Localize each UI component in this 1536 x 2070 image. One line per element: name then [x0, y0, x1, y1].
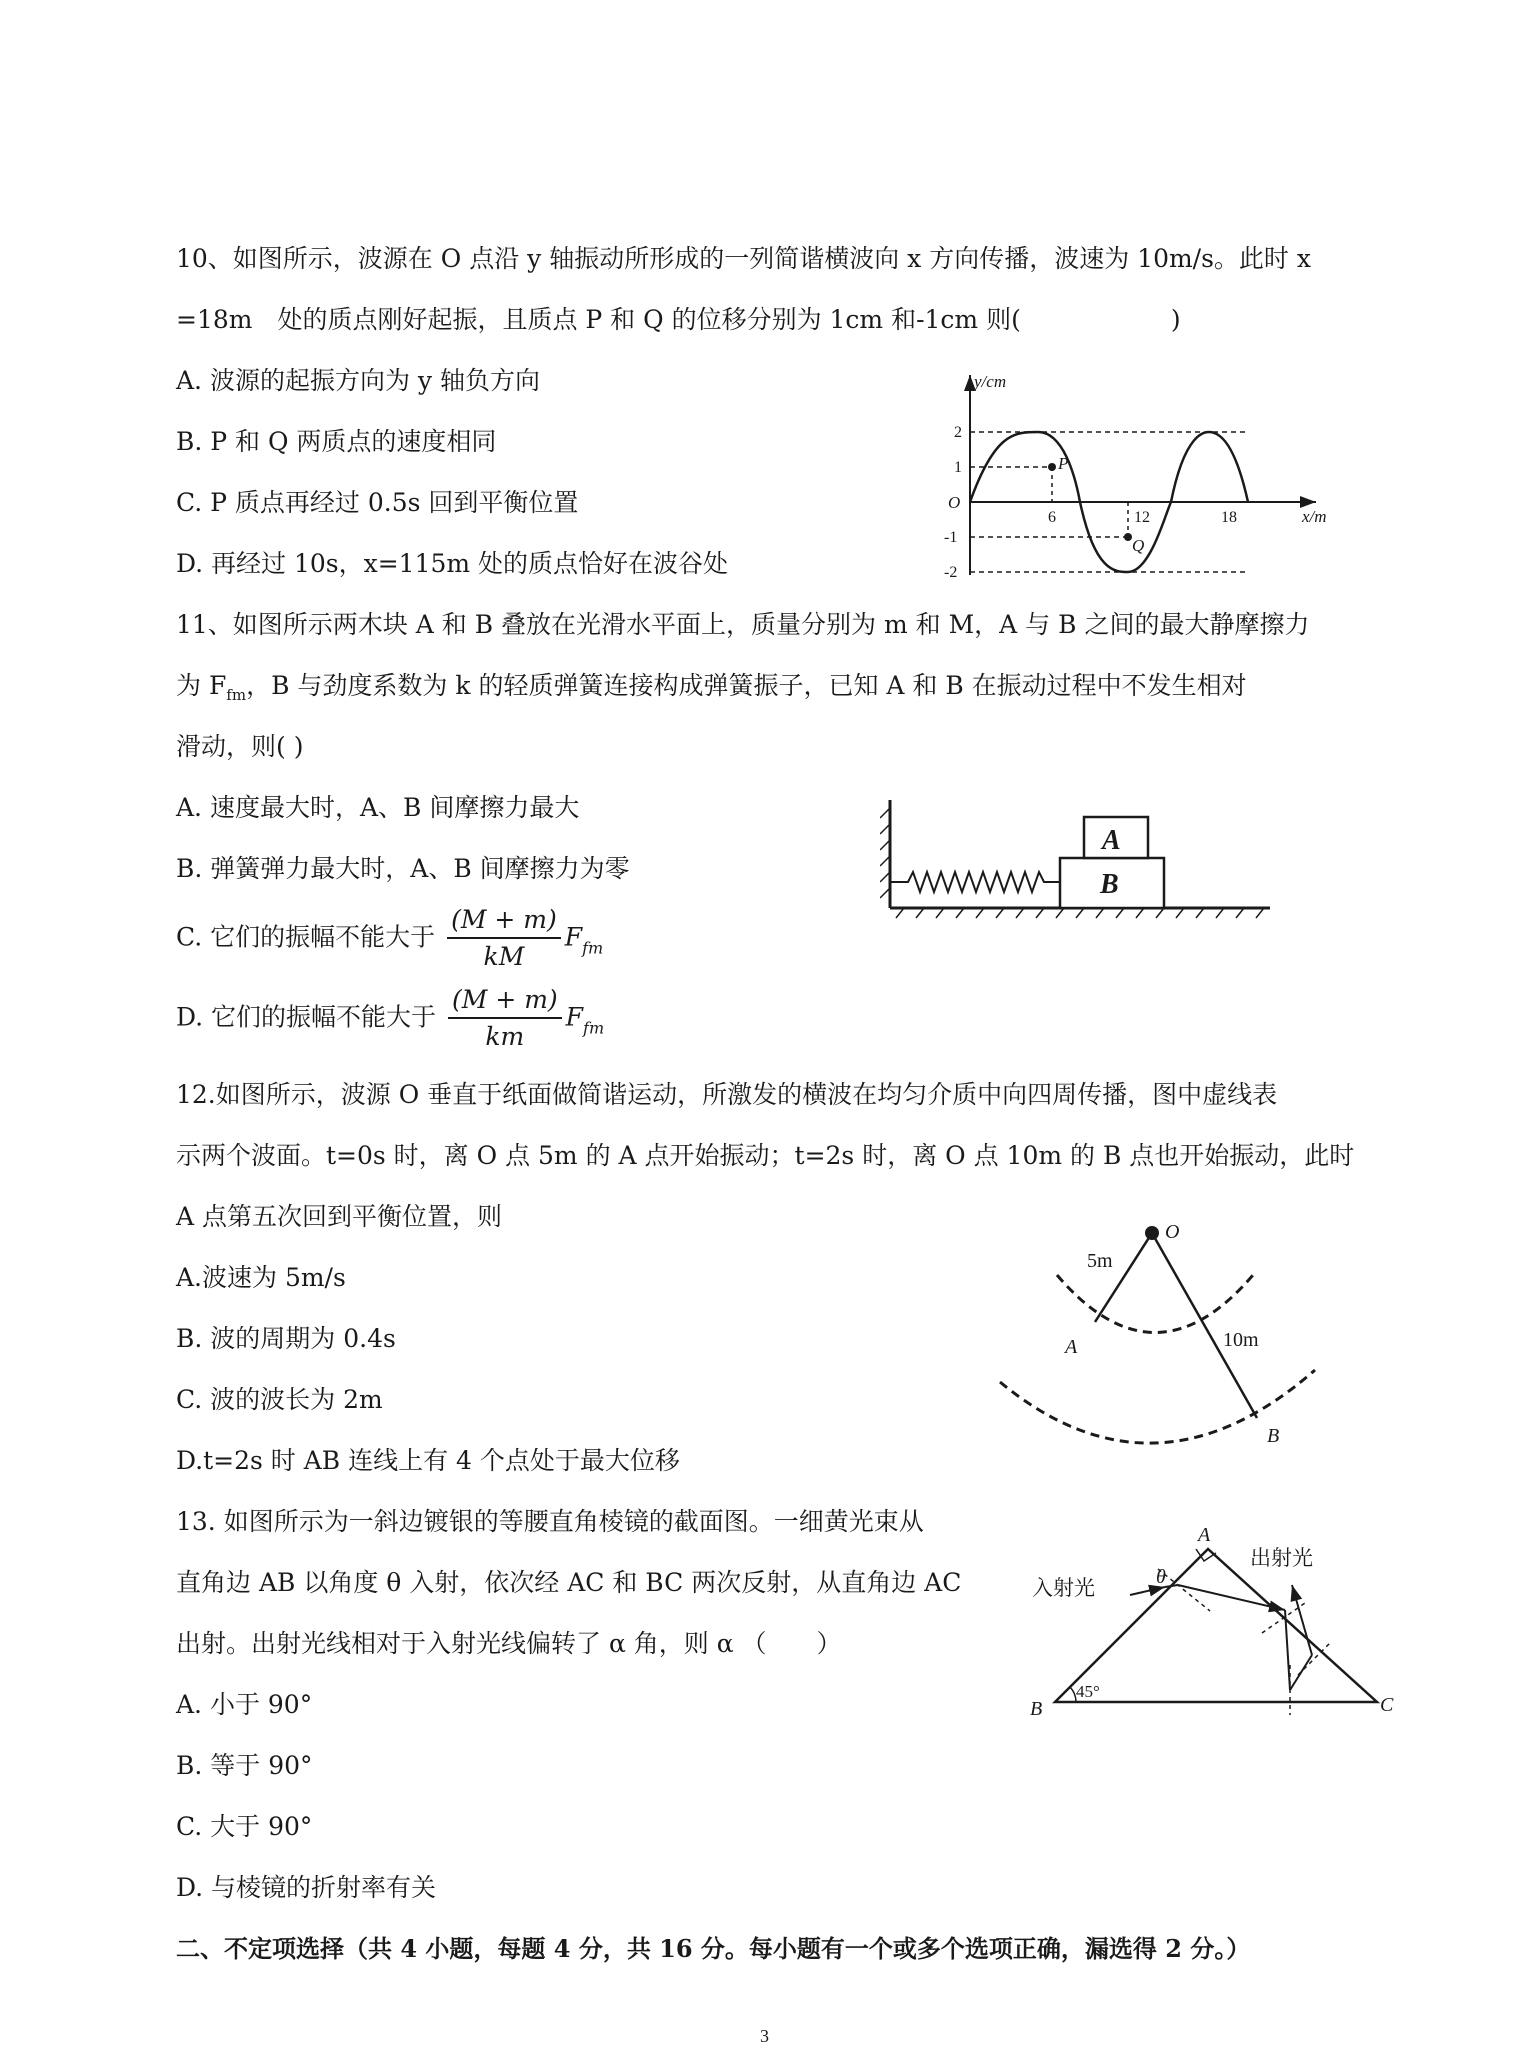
label-b: B [1267, 1425, 1280, 1447]
q13-option-c: C. 大于 90° [176, 1812, 313, 1841]
prism-label-theta: θ [1156, 1566, 1166, 1588]
q12-stem-line2: 示两个波面。t=0s 时，离 O 点 5m 的 A 点开始振动；t=2s 时，离 O 点 10m 的 B 点也开始振动，此时 [176, 1141, 1355, 1170]
q13-option-a: A. 小于 90° [176, 1690, 313, 1719]
q13-stem-line3: 出射。出射光线相对于入射光线偏转了 α 角，则 α （ ） [176, 1629, 842, 1658]
spring [890, 872, 1060, 892]
q11-option-c-force: F [564, 922, 583, 952]
q11-option-d-numerator: (M + m) [448, 983, 562, 1019]
q11-line2-pre: 为 F [176, 671, 227, 700]
wavefront-inner [1057, 1275, 1253, 1333]
section2-heading: 二、不定项选择（共 4 小题，每题 4 分，共 16 分。每小题有一个或多个选项正确，漏选得 2 分。） [176, 1934, 1251, 1963]
q11-stem-line3: 滑动，则( ) [176, 732, 304, 761]
source-o [1145, 1226, 1159, 1240]
x-tick-6: 6 [1048, 509, 1056, 526]
label-a: A [1065, 1336, 1078, 1358]
y-tick-1: 1 [954, 459, 962, 476]
block-a-label: A [1102, 825, 1121, 856]
q11-option-c-force-sub: fm [582, 938, 604, 958]
q10-option-d: D. 再经过 10s，x=115m 处的质点恰好在波谷处 [176, 549, 729, 578]
q11-option-d-force-sub: fm [583, 1018, 605, 1038]
q13-option-d: D. 与棱镜的折射率有关 [176, 1873, 437, 1902]
q11-option-d-denominator: km [485, 1022, 525, 1051]
label-q: Q [1132, 536, 1145, 555]
q11-stem-line2 [176, 669, 1247, 712]
q13-stem-line2: 直角边 AB 以角度 θ 入射，依次经 AC 和 BC 两次反射，从直角边 AC [176, 1568, 962, 1597]
q11-line2-post: ，B 与劲度系数为 k 的轻质弹簧连接构成弹簧振子，已知 A 和 B 在振动过程中不发生相对 [246, 671, 1247, 700]
origin-label: O [948, 493, 961, 512]
q10-stem-line2: =18m 处的质点刚好起振，且质点 P 和 Q 的位移分别为 1cm 和-1cm 则( ) [176, 305, 1181, 334]
q11-spring-figure [880, 790, 1280, 925]
q11-option-c-label: C. 它们的振幅不能大于 [176, 922, 436, 952]
label-p: P [1058, 454, 1069, 473]
prism-label-a: A [1198, 1524, 1211, 1546]
label-o: O [1165, 1221, 1180, 1243]
prism [1055, 1549, 1377, 1702]
q13-prism-figure [1030, 1515, 1405, 1725]
block-b-label: B [1100, 869, 1119, 900]
y-tick-neg1: -1 [944, 529, 958, 546]
q11-line2-sub: fm [226, 686, 247, 704]
prism-label-45: 45° [1076, 1682, 1100, 1701]
x-tick-12: 12 [1134, 509, 1150, 526]
q13-option-b: B. 等于 90° [176, 1751, 313, 1780]
label-10m: 10m [1223, 1329, 1259, 1351]
q12-stem-line3: A 点第五次回到平衡位置，则 [176, 1202, 503, 1231]
q12-option-d: D.t=2s 时 AB 连线上有 4 个点处于最大位移 [176, 1446, 680, 1475]
q13-stem-line1: 13. 如图所示为一斜边镀银的等腰直角棱镜的截面图。一细黄光束从 [176, 1507, 924, 1536]
q10-wave-graph [930, 365, 1350, 585]
q11-option-c [176, 903, 603, 975]
y-axis-label: y/cm [974, 372, 1007, 391]
q10-option-a: A. 波源的起振方向为 y 轴负方向 [176, 366, 540, 395]
x-axis-label: x/m [1302, 507, 1327, 526]
q11-option-d-force: F [565, 1002, 584, 1032]
q11-option-a: A. 速度最大时，A、B 间摩擦力最大 [176, 793, 580, 822]
x-tick-18: 18 [1221, 509, 1237, 526]
q11-option-c-fraction [447, 903, 561, 975]
q11-option-c-numerator: (M + m) [447, 903, 561, 939]
label-5m: 5m [1087, 1250, 1113, 1272]
q10-stem-line1: 10、如图所示，波源在 O 点沿 y 轴振动所形成的一列简谐横波向 x 方向传播，波速为 10m/s。此时 x [176, 244, 1311, 273]
q11-stem-line1: 11、如图所示两木块 A 和 B 叠放在光滑水平面上，质量分别为 m 和 M，A 与 B 之间的最大静摩擦力 [176, 610, 1310, 639]
y-tick-2: 2 [954, 424, 962, 441]
prism-label-c: C [1380, 1694, 1394, 1716]
q12-option-a: A.波速为 5m/s [176, 1263, 346, 1292]
point-q [1124, 533, 1132, 541]
incident-label: 入射光 [1032, 1576, 1095, 1600]
y-tick-neg2: -2 [944, 564, 958, 581]
q11-option-d-fraction [448, 983, 562, 1055]
q12-option-c: C. 波的波长为 2m [176, 1385, 383, 1414]
q12-wavefront-figure [985, 1220, 1330, 1460]
q11-option-b: B. 弹簧弹力最大时，A、B 间摩擦力为零 [176, 854, 630, 883]
q11-option-d-label: D. 它们的振幅不能大于 [176, 1002, 437, 1032]
q12-stem-line1: 12.如图所示，波源 O 垂直于纸面做简谐运动，所激发的横波在均匀介质中向四周传播，图中虚线表 [176, 1080, 1278, 1109]
q11-option-d [176, 983, 604, 1055]
q12-option-b: B. 波的周期为 0.4s [176, 1324, 396, 1353]
q10-option-c: C. P 质点再经过 0.5s 回到平衡位置 [176, 488, 579, 517]
page-number: 3 [760, 2026, 769, 2046]
point-p [1048, 463, 1056, 471]
q10-option-b: B. P 和 Q 两质点的速度相同 [176, 427, 497, 456]
outgoing-label: 出射光 [1250, 1546, 1313, 1570]
prism-label-b: B [1030, 1698, 1043, 1720]
q11-option-c-denominator: kM [483, 942, 525, 971]
